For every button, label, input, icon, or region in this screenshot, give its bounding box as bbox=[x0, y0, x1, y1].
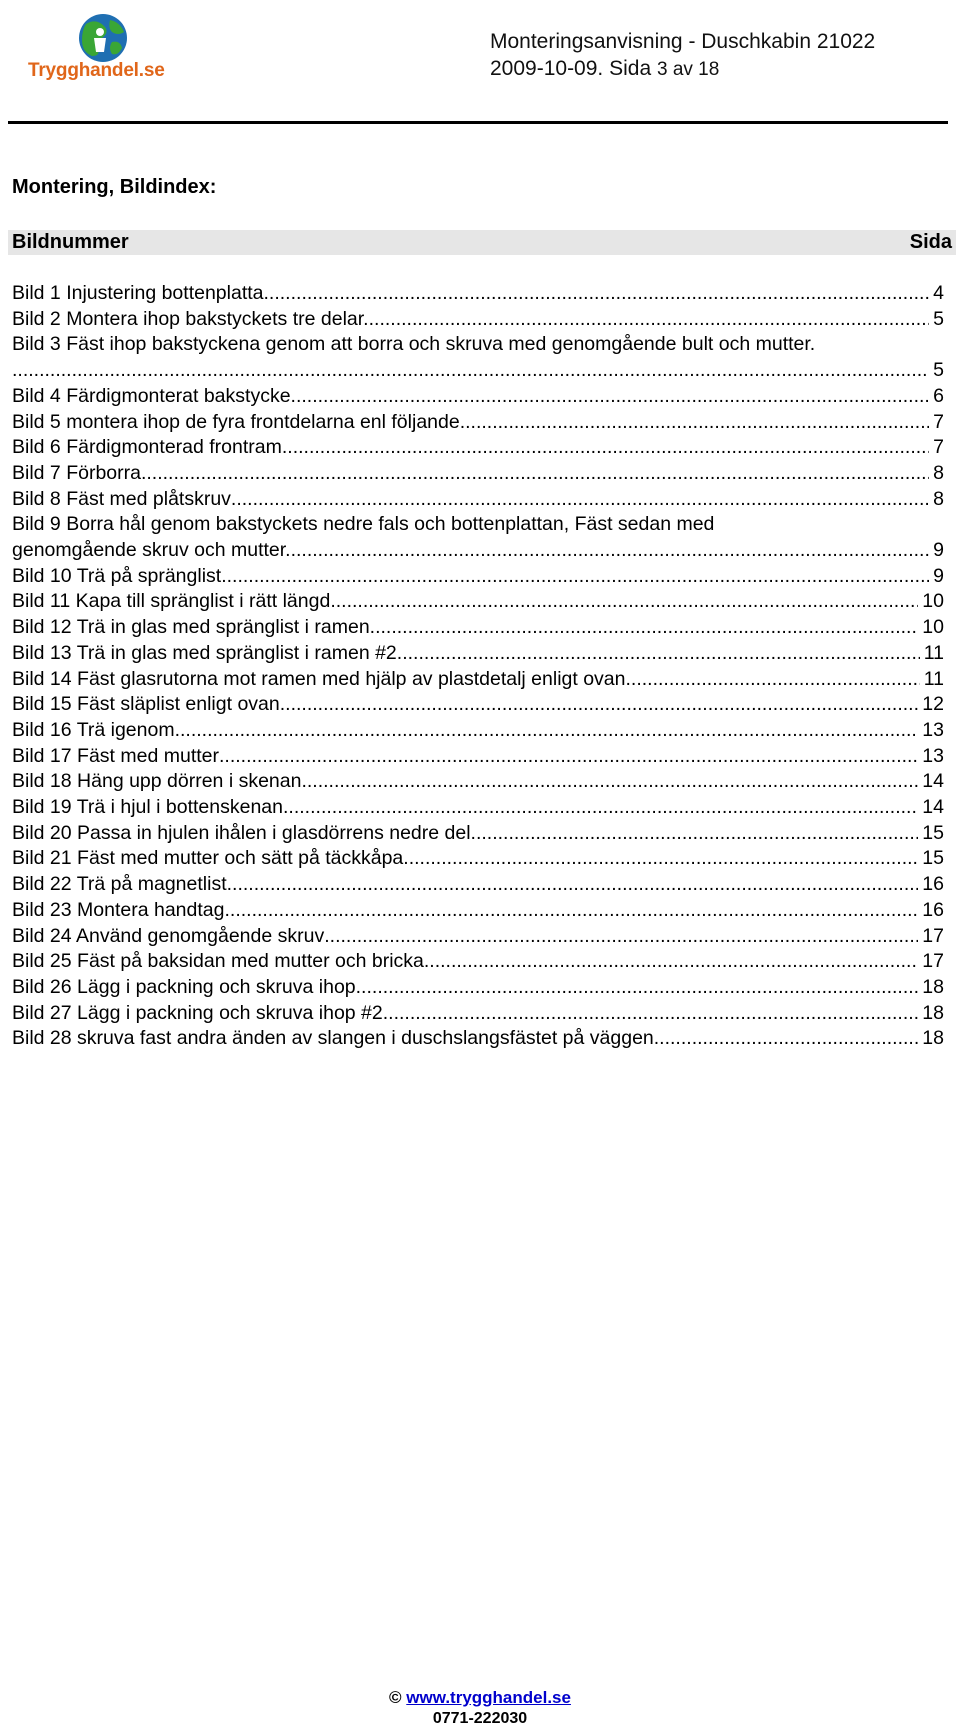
toc-entry-label: Bild 3 Fäst ihop bakstyckena genom att borra och skruva med genomgående bult och mutter. bbox=[12, 333, 816, 356]
toc-entry-label: Bild 26 Lägg i packning och skruva ihop.. bbox=[12, 975, 367, 998]
toc-entry-page: 18 bbox=[922, 1001, 944, 1024]
dot-leader bbox=[330, 589, 918, 615]
toc-entry-label: Bild 10 Trä på spränglist bbox=[12, 564, 222, 587]
toc-entry[interactable] bbox=[12, 358, 944, 384]
dot-leader bbox=[403, 846, 918, 872]
index-header-number: Bildnummer bbox=[12, 231, 129, 253]
toc-entry-label: Bild 19 Trä i hjul i bottenskenan bbox=[12, 796, 284, 819]
toc-entry[interactable] bbox=[12, 281, 944, 307]
toc-entry-page: 14 bbox=[922, 770, 944, 793]
toc-entry[interactable] bbox=[12, 769, 944, 795]
date-label: 2009-10-09. Sida bbox=[490, 57, 657, 80]
toc-entry[interactable] bbox=[12, 872, 944, 898]
toc-entry-label: Bild 7 Förborra bbox=[12, 461, 141, 484]
dot-leader bbox=[383, 1001, 919, 1027]
dot-leader bbox=[231, 487, 929, 513]
dot-leader bbox=[12, 358, 929, 384]
dot-leader bbox=[424, 949, 918, 975]
dot-leader bbox=[471, 821, 919, 847]
toc-entry[interactable] bbox=[12, 744, 944, 770]
dot-leader bbox=[366, 975, 918, 1001]
document-title: Monteringsanvisning - Duschkabin 21022 bbox=[490, 30, 876, 53]
toc-entry-page: 15 bbox=[922, 847, 944, 870]
toc-entry-label: Bild 5 montera ihop de fyra frontdelarna enl följande bbox=[12, 410, 460, 433]
dot-leader bbox=[370, 615, 919, 641]
index-header-band bbox=[8, 230, 956, 255]
toc-entry[interactable] bbox=[12, 1001, 944, 1027]
toc-entry-label: Bild 8 Fäst med plåtskruv bbox=[12, 487, 231, 510]
toc-entry-page: 7 bbox=[933, 410, 944, 433]
toc-entry[interactable] bbox=[12, 1026, 944, 1052]
toc-entry[interactable] bbox=[12, 898, 944, 924]
dot-leader bbox=[397, 641, 920, 667]
toc-entry-page: 5 bbox=[933, 307, 944, 330]
toc-entry[interactable] bbox=[12, 975, 944, 1001]
toc-entry[interactable] bbox=[12, 487, 944, 513]
toc-entry-label: Bild 28 skruva fast andra änden av slangen i duschslangsfästet på väggen bbox=[12, 1027, 654, 1050]
toc-entry-page: 8 bbox=[933, 487, 944, 510]
toc-entry-page: 10 bbox=[922, 616, 944, 639]
dot-leader bbox=[282, 435, 929, 461]
toc-entry[interactable] bbox=[12, 667, 944, 693]
toc-entry[interactable] bbox=[12, 615, 944, 641]
document-date-page bbox=[490, 55, 719, 84]
toc-entry-page: 8 bbox=[933, 461, 944, 484]
toc-entry-label: Bild 20 Passa in hjulen ihålen i glasdörrens nedre del bbox=[12, 821, 471, 844]
toc-entry-label: Bild 15 Fäst släplist enligt ovan.. bbox=[12, 693, 291, 716]
toc-entry-page: 14 bbox=[922, 796, 944, 819]
page-number: 3 av 18 bbox=[656, 59, 720, 80]
toc-entry-label: Bild 27 Lägg i packning och skruva ihop #2 bbox=[12, 1001, 383, 1024]
dot-leader bbox=[631, 667, 920, 693]
dot-leader bbox=[175, 718, 919, 744]
toc-entry-label: Bild 17 Fäst med mutter bbox=[12, 744, 219, 767]
toc-entry-page: 13 bbox=[922, 744, 944, 767]
toc-entry-page: 11 bbox=[923, 667, 944, 690]
toc-entry[interactable] bbox=[12, 435, 944, 461]
toc-entry-page: 12 bbox=[922, 693, 944, 716]
toc-entry[interactable] bbox=[12, 641, 944, 667]
toc-entry-label: Bild 23 Montera handtag bbox=[12, 898, 225, 921]
toc-entry-label: Bild 6 Färdigmonterad frontram bbox=[12, 436, 282, 459]
toc-entry-label: Bild 9 Borra hål genom bakstyckets nedre fals och bottenplattan, Fäst sedan med bbox=[12, 513, 715, 536]
dot-leader bbox=[654, 1026, 919, 1052]
toc-entry-page: 9 bbox=[933, 539, 944, 562]
toc-entry-label: Bild 11 Kapa till spränglist i rätt längd bbox=[12, 590, 331, 613]
toc-entry-page: 6 bbox=[933, 384, 944, 407]
dot-leader bbox=[232, 872, 918, 898]
copyright-symbol: © bbox=[389, 1688, 407, 1707]
toc-entry-label: Bild 25 Fäst på baksidan med mutter och bricka bbox=[12, 950, 424, 973]
logo-wordmark: Trygghandel.se bbox=[28, 60, 165, 81]
toc-entry-page: 18 bbox=[922, 975, 944, 998]
toc-entry[interactable] bbox=[12, 821, 944, 847]
toc-entry-label: Bild 4 Färdigmonterat bakstycke bbox=[12, 384, 291, 407]
toc-entry[interactable] bbox=[12, 949, 944, 975]
dot-leader bbox=[460, 410, 929, 436]
toc-entry-page: 9 bbox=[933, 564, 944, 587]
toc-entry-page: 16 bbox=[922, 898, 944, 921]
dot-leader bbox=[283, 795, 918, 821]
page-footer bbox=[0, 1687, 960, 1729]
figure-index-list bbox=[12, 281, 944, 1052]
dot-leader bbox=[264, 281, 930, 307]
toc-entry[interactable] bbox=[12, 461, 944, 487]
toc-entry-label-continued: genomgående skruv och mutter. bbox=[12, 539, 291, 562]
toc-entry-page: 5 bbox=[933, 359, 944, 382]
index-header-page: Sida bbox=[909, 231, 952, 253]
toc-entry-page: 16 bbox=[922, 873, 944, 896]
toc-entry[interactable] bbox=[12, 384, 944, 410]
website-link[interactable]: www.trygghandel.se bbox=[406, 1688, 571, 1707]
toc-entry-page: 11 bbox=[923, 641, 944, 664]
toc-entry-label: Bild 18 Häng upp dörren i skenan bbox=[12, 770, 302, 793]
dot-leader bbox=[324, 924, 918, 950]
dot-leader bbox=[219, 744, 918, 770]
dot-leader bbox=[224, 898, 918, 924]
dot-leader bbox=[221, 564, 929, 590]
toc-entry-label: Bild 24 Använd genomgående skruv bbox=[12, 924, 325, 947]
header-divider bbox=[8, 121, 948, 124]
phone-number: 0771-222030 bbox=[432, 1710, 528, 1727]
toc-entry[interactable] bbox=[12, 538, 944, 564]
toc-entry-page: 17 bbox=[922, 950, 944, 973]
toc-entry[interactable] bbox=[12, 410, 944, 436]
toc-entry[interactable] bbox=[12, 564, 944, 590]
toc-entry-page: 10 bbox=[922, 590, 944, 613]
toc-entry-label: Bild 12 Trä in glas med spränglist i ramen bbox=[12, 616, 370, 639]
dot-leader bbox=[291, 538, 930, 564]
toc-entry-label: Bild 1 Injustering bottenplatta bbox=[12, 282, 264, 304]
toc-entry-page: 7 bbox=[933, 436, 944, 459]
toc-entry-label: Bild 14 Fäst glasrutorna mot ramen med hjälp av plastdetalj enligt ovan. bbox=[12, 667, 631, 690]
toc-entry[interactable] bbox=[12, 692, 944, 718]
toc-entry-page: 17 bbox=[922, 924, 944, 947]
toc-entry-label: Bild 2 Montera ihop bakstyckets tre delar. bbox=[12, 307, 369, 330]
section-title: Montering, Bildindex: bbox=[12, 176, 217, 198]
toc-entry-label: Bild 22 Trä på magnetlist. bbox=[12, 873, 233, 896]
toc-entry-line[interactable] bbox=[12, 512, 944, 538]
toc-entry-page: 18 bbox=[922, 1027, 944, 1050]
toc-entry[interactable] bbox=[12, 589, 944, 615]
toc-entry-label: Bild 16 Trä igenom bbox=[12, 718, 175, 741]
toc-entry[interactable] bbox=[12, 795, 944, 821]
toc-entry-page: 15 bbox=[922, 821, 944, 844]
toc-entry-label: Bild 13 Trä in glas med spränglist i ramen #2 bbox=[12, 641, 397, 664]
toc-entry[interactable] bbox=[12, 846, 944, 872]
toc-entry[interactable] bbox=[12, 307, 944, 333]
dot-leader bbox=[301, 769, 918, 795]
dot-leader bbox=[141, 461, 929, 487]
dot-leader bbox=[291, 692, 919, 718]
toc-entry[interactable] bbox=[12, 924, 944, 950]
toc-entry-line[interactable] bbox=[12, 332, 944, 358]
toc-entry-page: 13 bbox=[922, 718, 944, 741]
toc-entry-label: Bild 21 Fäst med mutter och sätt på täckkåpa bbox=[12, 847, 404, 870]
dot-leader bbox=[291, 384, 930, 410]
toc-entry-page: 4 bbox=[933, 282, 944, 304]
page-header bbox=[0, 0, 960, 126]
toc-entry[interactable] bbox=[12, 718, 944, 744]
dot-leader bbox=[369, 307, 930, 333]
